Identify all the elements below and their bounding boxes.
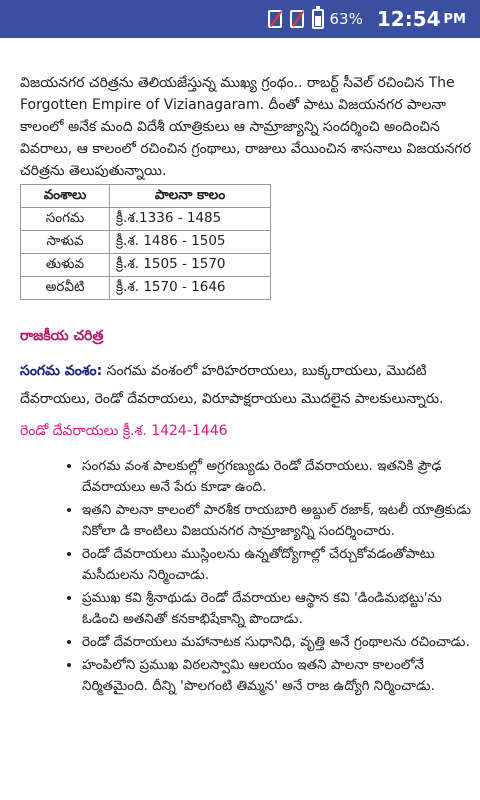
sub-heading: రెండో దేవరాయలు క్రీ.శ. 1424-1446 [20,423,228,439]
list-item: • ప్రముఖ కవి శ్రీనాథుడు రెండో దేవరాయల ఆస్థాన కవి 'డిండిమభట్టు'ను ఓడించి అతనితో కనకాభిషేకాన్ని పొందాడు. [82,588,472,630]
table-cell-dynasty: సాళువ [21,231,110,254]
list-item: • హంపిలోని ప్రముఖ విఠలస్వామి ఆలయం ఇతని పాలనా కాలంలోనే నిర్మితమైంది. దీన్ని 'పొలగంటి తిమ్మన' అనే రాజ ఉద్యోగి నిర్మించాడు. [82,655,472,697]
table-header: వంశాలు [21,185,110,208]
table-cell-dynasty: సంగమ [21,208,110,231]
table-cell-period: క్రీ.శ. 1505 - 1570 [110,254,271,277]
dynasty-paragraph [20,357,472,413]
facts-list [20,456,472,697]
no-sim-icon [290,10,304,28]
no-sim-icon [268,10,282,28]
table-row [21,254,271,277]
table-cell-dynasty: తుళువ [21,254,110,277]
list-item: • సంగమ వంశ పాలకుల్లో అగ్రగణ్యుడు రెండో దేవరాయలు. ఇతనికి ప్రౌఢ దేవరాయలు అనే పేరు కూడా ఉంది. [82,456,472,498]
table-cell-period: క్రీ.శ. 1486 - 1505 [110,231,271,254]
dynasty-text: సంగమ వంశంలో హరిహరరాయలు, బుక్కరాయలు, మొదటి దేవరాయలు, రెండో దేవరాయలు, విరూపాక్షరాయలు మొదలైన పాలకులున్నారు. [20,363,444,407]
table-header: పాలనా కాలం [110,185,271,208]
table-cell-period: క్రీ.శ. 1570 - 1646 [110,277,271,300]
intro-paragraph: విజయనగర చరిత్రను తెలియజేస్తున్న ముఖ్య గ్రంథం.. రాబర్ట్ సీవెల్ రచించిన The Forgotten Empire of Vizianagaram. దీంతో పాటు విజయనగర పాలనా కాలంలో అనేక మంది విదేశీ యాత్రికులు ఆ సామ్రాజ్యాన్ని సందర్శించి అందించిన వివరాలు, ఆ కాలంలో రచించిన గ్రంథాలు, రాజులు వేయించిన శాసనాలు విజయనగర చరిత్రను తెలుపుతున్నాయి. [20,75,471,179]
article-content [20,72,472,699]
clock-time: 12:54 [376,7,441,31]
battery-icon [312,9,324,29]
clock-ampm: PM [443,11,466,27]
table-cell-dynasty: అరవీటి [21,277,110,300]
table-row [21,231,271,254]
battery-percent: 63% [329,10,363,28]
table-header-row [21,185,271,208]
list-item: • రెండో దేవరాయలు ముస్లింలను ఉన్నతోద్యోగాల్లో చేర్చుకోవడంతోపాటు మసీదులను నిర్మించాడు. [82,544,472,586]
dynasty-table [20,184,271,300]
battery-level [315,16,321,26]
table-cell-period: క్రీ.శ.1336 - 1485 [110,208,271,231]
list-item: • రెండో దేవరాయలు మహానాటక సుధానిధి, వృత్తి అనే గ్రంథాలను రచించాడు. [82,632,472,653]
list-item: • ఇతని పాలనా కాలంలో పారశీక రాయబారి అబ్దుల్ రజాక్, ఇటలీ యాత్రికుడు నికోలా డి కాంటిలు విజయనగర సామ్రాజ్యాన్ని సందర్శించారు. [82,500,472,542]
table-row [21,208,271,231]
dynasty-heading: సంగమ వంశం: [20,363,103,379]
status-bar [0,0,480,38]
section-title: రాజకీయ చరిత్ర [20,328,104,344]
table-row [21,277,271,300]
